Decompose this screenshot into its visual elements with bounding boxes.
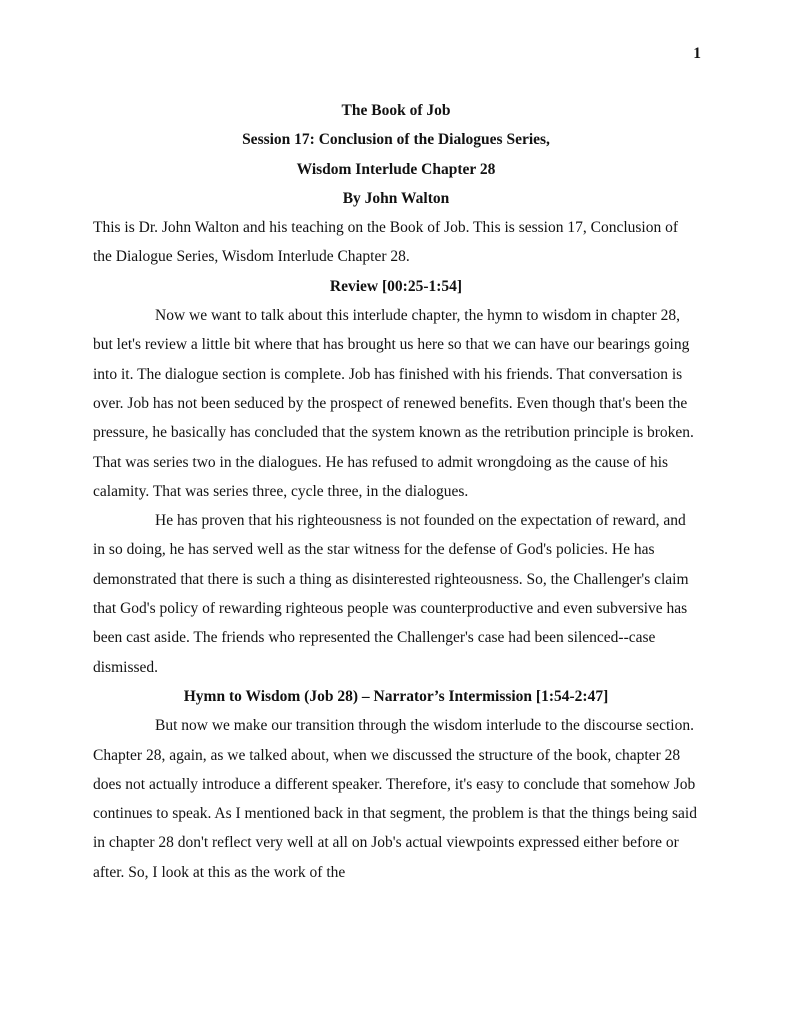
review-paragraph-2: He has proven that his righteousness is not founded on the expectation of reward, and in so doing, he has served well as the star witness for the defense of God's policies. He has demonstrated that there is such a thing as disinterested righteousness. So, the Challenger's claim that God's policy of rewarding righteous people was counterproductive and even subversive has been cast aside. The friends who represented the Challenger's case had been silenced--case dismissed. (93, 512, 689, 676)
section-heading-hymn-to-wisdom: Hymn to Wisdom (Job 28) – Narrator’s Intermission [1:54-2:47] (183, 687, 609, 705)
doc-chapter-subtitle: Wisdom Interlude Chapter 28 (296, 160, 496, 178)
page-number: 1 (693, 45, 701, 62)
doc-author: By John Walton (342, 189, 450, 207)
review-paragraph-1: Now we want to talk about this interlude chapter, the hymn to wisdom in chapter 28, but let's review a little bit where that has brought us here so that we can have our bearings going into it. The dialogue section is complete. Job has finished with his friends. That conversation is over. Job has not been seduced by the prospect of renewed benefits. Even though that's been the pressure, he basically has concluded that the system known as the retribution principle is broken. That was series two in the dialogues. He has refused to admit wrongdoing as the cause of his calamity. That was series three, cycle three, in the dialogues. (93, 307, 694, 500)
section-heading-review: Review [00:25-1:54] (329, 277, 463, 295)
hymn-paragraph-1: But now we make our transition through the wisdom interlude to the discourse section. Chapter 28, again, as we talked about, when we discussed the structure of the book, chapter 28 does not actually introduce a different speaker. Therefore, it's easy to conclude that somehow Job continues to speak. As I mentioned back in that segment, the problem is that the things being said in chapter 28 don't reflect very well at all on Job's actual viewpoints expressed either before or after. So, I look at this as the work of the (93, 717, 697, 881)
doc-title: The Book of Job (341, 102, 451, 119)
doc-session-subtitle: Session 17: Conclusion of the Dialogues Series, (242, 131, 550, 149)
intro-paragraph: This is Dr. John Walton and his teaching on the Book of Job. This is session 17, Conclusion of the Dialogue Series, Wisdom Interlude Chapter 28. (93, 219, 679, 266)
document-body (93, 0, 699, 887)
